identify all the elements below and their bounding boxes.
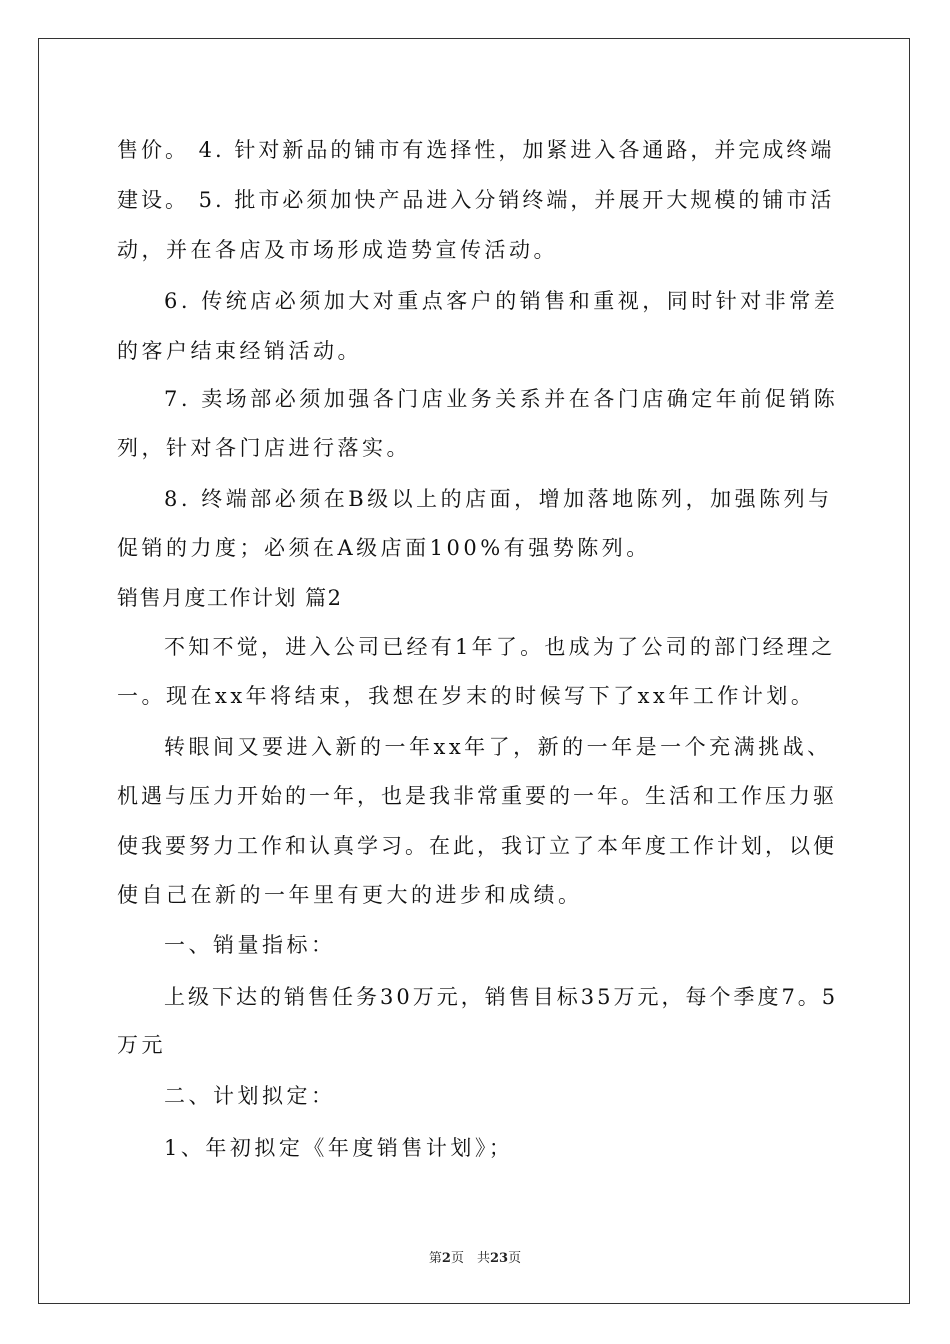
body-text-line: 售价。 4. 针对新品的铺市有选择性，加紧进入各通路，并完成终端 bbox=[117, 138, 835, 162]
page-label-suffix: 页 bbox=[508, 1251, 522, 1266]
current-page-number: 2 bbox=[441, 1251, 451, 1266]
page-footer bbox=[0, 1250, 950, 1268]
body-text-line: 一、销量指标： bbox=[164, 933, 336, 957]
body-text-line: 6. 传统店必须加大对重点客户的销售和重视，同时针对非常差 bbox=[164, 289, 839, 313]
body-text-line: 一。现在xx年将结束，我想在岁末的时候写下了xx年工作计划。 bbox=[117, 684, 816, 708]
body-text-line: 使我要努力工作和认真学习。在此，我订立了本年度工作计划，以便 bbox=[117, 834, 837, 858]
body-text-line: 的客户结束经销活动。 bbox=[117, 339, 362, 363]
body-text-line: 万元 bbox=[117, 1033, 166, 1057]
body-text-line: 列，针对各门店进行落实。 bbox=[117, 436, 411, 460]
body-text-line: 机遇与压力开始的一年，也是我非常重要的一年。生活和工作压力驱 bbox=[117, 784, 837, 808]
body-text-line: 1、年初拟定《年度销售计划》； bbox=[164, 1136, 514, 1160]
body-text-line: 7. 卖场部必须加强各门店业务关系并在各门店确定年前促销陈 bbox=[164, 387, 839, 411]
body-text-line: 转眼间又要进入新的一年xx年了，新的一年是一个充满挑战、 bbox=[164, 735, 832, 759]
page-label-prefix: 第 bbox=[428, 1251, 442, 1266]
body-text-line: 动，并在各店及市场形成造势宣传活动。 bbox=[117, 238, 558, 262]
body-text-line: 8. 终端部必须在B级以上的店面，增加落地陈列，加强陈列与 bbox=[164, 487, 833, 511]
body-text-line: 使自己在新的一年里有更大的进步和成绩。 bbox=[117, 883, 583, 907]
section-heading: 销售月度工作计划 篇2 bbox=[117, 586, 343, 610]
body-text-line: 二、计划拟定： bbox=[164, 1084, 336, 1108]
body-text-line: 促销的力度；必须在A级店面100%有强势陈列。 bbox=[117, 536, 651, 560]
body-text-line: 建设。 5. 批市必须加快产品进入分销终端，并展开大规模的铺市活 bbox=[117, 188, 835, 212]
total-pages-number: 23 bbox=[489, 1251, 509, 1266]
body-text-line: 不知不觉，进入公司已经有1年了。也成为了公司的部门经理之 bbox=[164, 635, 836, 659]
body-text-line: 上级下达的销售任务30万元，销售目标35万元，每个季度7。5 bbox=[164, 985, 839, 1009]
page-label-mid: 页 共 bbox=[450, 1251, 490, 1266]
page-border bbox=[38, 38, 910, 1304]
